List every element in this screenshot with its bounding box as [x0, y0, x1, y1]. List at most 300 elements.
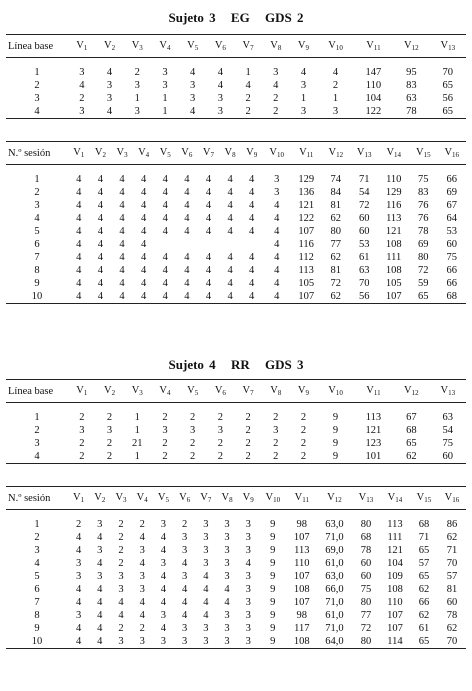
value-cell: 2 — [75, 519, 82, 530]
variable-header: $V_7$ — [234, 35, 262, 58]
value-cell: 2 — [332, 80, 339, 91]
table-row — [6, 424, 466, 437]
value-cell: 62 — [330, 213, 342, 224]
value-cell: 4 — [249, 278, 255, 289]
value-cell: 78 — [393, 105, 429, 119]
table-row — [6, 450, 466, 464]
table-row — [6, 557, 466, 570]
value-cell: 4 — [217, 80, 223, 91]
value-cell: 72 — [360, 623, 372, 634]
value-cell: 72 — [330, 278, 342, 289]
value-cell: 4 — [162, 252, 168, 263]
value-cell: 4 — [141, 200, 147, 211]
value-cell: 3 — [75, 571, 82, 582]
value-cell: 4 — [176, 290, 198, 304]
value-cell: 4 — [241, 290, 263, 304]
value-cell: 60 — [360, 558, 372, 569]
table-row — [6, 544, 466, 557]
row-number-cell: 7 — [34, 252, 40, 263]
row-number-cell: 10 — [6, 635, 68, 649]
value-cell: 3 — [245, 519, 251, 530]
value-cell: 4 — [274, 213, 280, 224]
value-cell: 64,0 — [317, 635, 352, 649]
value-cell: 62 — [393, 450, 429, 464]
value-cell: 3 — [97, 545, 103, 556]
value-cell: 2 — [139, 623, 145, 634]
value-cell: 3 — [79, 425, 85, 436]
value-cell: 107 — [293, 532, 310, 543]
value-cell: 1 — [134, 412, 140, 423]
value-cell: 2 — [234, 450, 262, 464]
value-cell: 3 — [118, 584, 124, 595]
value-cell: 4 — [141, 213, 147, 224]
value-cell: 2 — [106, 412, 113, 423]
value-cell: 112 — [298, 252, 314, 263]
value-cell: 81 — [446, 584, 458, 595]
value-cell: 4 — [75, 532, 82, 543]
value-cell: 2 — [300, 425, 307, 436]
value-cell: 9 — [270, 545, 276, 556]
variable-header: $V_4$ — [133, 142, 155, 165]
value-cell: 77 — [360, 610, 372, 621]
value-cell: 4 — [76, 174, 82, 185]
value-cell: 65 — [418, 571, 430, 582]
value-cell: 4 — [205, 187, 212, 198]
value-cell: 61,0 — [325, 610, 344, 621]
value-cell: 3 — [181, 532, 188, 543]
table-row — [6, 66, 466, 79]
value-cell: 71 — [418, 532, 430, 543]
variable-header: $V_{11}$ — [287, 487, 317, 510]
value-cell: 71 — [446, 545, 458, 556]
value-cell: 2 — [68, 450, 96, 464]
value-cell: 4 — [205, 213, 212, 224]
value-cell: 3 — [245, 610, 251, 621]
value-cell: 75 — [446, 252, 457, 263]
value-cell: 107 — [387, 610, 403, 621]
table-row — [6, 186, 466, 199]
value-cell: 3 — [245, 584, 251, 595]
value-cell: 70 — [442, 67, 454, 78]
value-cell: 4 — [75, 584, 82, 595]
value-cell: 2 — [181, 519, 188, 530]
value-cell: 2 — [207, 450, 235, 464]
variable-header: $V_8$ — [262, 380, 290, 403]
value-cell: 62 — [322, 290, 350, 304]
value-cell: 4 — [119, 200, 125, 211]
value-cell: 3 — [97, 571, 103, 582]
value-cell: 53 — [446, 226, 457, 237]
value-cell: 121 — [385, 226, 402, 237]
value-cell: 4 — [76, 200, 82, 211]
value-cell: 1 — [245, 67, 251, 78]
value-cell — [241, 238, 263, 251]
row-number-cell: 4 — [6, 450, 68, 464]
value-cell: 4 — [118, 597, 124, 608]
subject3-title-initials: EG — [230, 10, 250, 25]
value-cell: 113 — [365, 412, 382, 423]
value-cell: 9 — [270, 623, 276, 634]
value-cell: 68 — [406, 425, 417, 436]
value-cell: 107 — [293, 597, 310, 608]
row-number-cell: 2 — [34, 532, 40, 543]
header-row — [6, 142, 466, 165]
value-cell: 4 — [141, 187, 147, 198]
variable-header: $V_{15}$ — [410, 487, 438, 510]
value-cell: 105 — [298, 278, 315, 289]
value-cell: 4 — [162, 278, 168, 289]
value-cell: 4 — [76, 239, 82, 250]
value-cell: 53 — [358, 239, 370, 250]
value-cell: 9 — [270, 610, 276, 621]
value-cell: 4 — [68, 635, 89, 649]
value-cell: 4 — [97, 174, 104, 185]
variable-header: $V_3$ — [123, 35, 151, 58]
value-cell: 57 — [418, 558, 430, 569]
value-cell: 4 — [97, 623, 103, 634]
value-cell: 3 — [190, 93, 196, 104]
value-cell: 4 — [205, 226, 212, 237]
value-cell: 108 — [387, 584, 403, 595]
value-cell: 3 — [217, 93, 223, 104]
value-cell: 80 — [360, 597, 372, 608]
table-row — [6, 518, 466, 531]
row-number-cell: 5 — [34, 226, 40, 237]
value-cell: 4 — [249, 213, 255, 224]
value-cell: 107 — [291, 290, 322, 304]
value-cell: 4 — [119, 174, 125, 185]
value-cell: 4 — [154, 290, 176, 304]
value-cell: 4 — [224, 597, 230, 608]
value-cell: 4 — [97, 187, 104, 198]
value-cell: 104 — [365, 93, 382, 104]
table-row — [6, 411, 466, 424]
value-cell: 4 — [249, 174, 255, 185]
value-cell: 4 — [190, 67, 196, 78]
value-cell: 3 — [274, 174, 280, 185]
value-cell: 75 — [442, 438, 454, 449]
value-cell: 3 — [160, 519, 167, 530]
value-cell: 107 — [298, 226, 315, 237]
value-cell: 76 — [418, 213, 429, 224]
value-cell: 62 — [446, 623, 458, 634]
value-cell: 21 — [132, 438, 143, 449]
value-cell: 4 — [97, 226, 104, 237]
value-cell: 113 — [386, 213, 402, 224]
value-cell: 4 — [160, 584, 167, 595]
value-cell: 4 — [119, 213, 125, 224]
value-cell: 60 — [446, 239, 457, 250]
variable-header: $V_{10}$ — [259, 487, 287, 510]
value-cell: 110 — [294, 558, 310, 569]
value-cell: 4 — [181, 584, 188, 595]
value-cell: 2 — [245, 425, 251, 436]
value-cell: 4 — [139, 597, 145, 608]
value-cell: 3 — [203, 532, 209, 543]
value-cell: 2 — [217, 412, 223, 423]
value-cell: 4 — [133, 290, 155, 304]
value-cell: 74 — [330, 174, 342, 185]
table-row — [6, 251, 466, 264]
value-cell: 4 — [119, 226, 125, 237]
first-column-header: Línea base — [6, 35, 68, 58]
value-cell: 107 — [387, 623, 403, 634]
value-cell: 4 — [274, 252, 280, 263]
value-cell: 147 — [365, 67, 382, 78]
value-cell: 9 — [270, 558, 276, 569]
table-row — [6, 635, 466, 649]
value-cell: 122 — [298, 213, 315, 224]
value-cell: 60 — [430, 450, 466, 464]
value-cell: 111 — [386, 252, 402, 263]
value-cell: 121 — [387, 545, 403, 556]
value-cell: 3 — [118, 571, 124, 582]
value-cell: 95 — [406, 67, 417, 78]
row-number-cell: 3 — [34, 200, 40, 211]
value-cell: 4 — [162, 187, 168, 198]
value-cell: 65 — [406, 438, 417, 449]
row-number-cell: 10 — [6, 290, 68, 304]
value-cell: 4 — [162, 174, 168, 185]
variable-header: $V_4$ — [151, 380, 179, 403]
value-cell: 3 — [162, 80, 168, 91]
value-cell: 110 — [386, 174, 402, 185]
value-cell: 98 — [296, 610, 308, 621]
value-cell: 2 — [118, 519, 124, 530]
value-cell: 62 — [330, 252, 342, 263]
value-cell: 2 — [118, 532, 124, 543]
row-number-cell: 3 — [34, 438, 40, 449]
value-cell: 2 — [106, 438, 113, 449]
subject4-title-subject: Sujeto 4 — [168, 357, 216, 372]
variable-header: $V_{11}$ — [291, 142, 322, 165]
table-row — [6, 199, 466, 212]
value-cell: 3 — [224, 610, 230, 621]
value-cell: 4 — [97, 610, 103, 621]
value-cell: 3 — [79, 67, 85, 78]
variable-header: $V_{13}$ — [430, 35, 466, 58]
value-cell: 80 — [352, 635, 380, 649]
variable-header: $V_5$ — [153, 487, 174, 510]
value-cell: 9 — [270, 532, 276, 543]
value-cell: 4 — [205, 252, 212, 263]
value-cell — [154, 238, 176, 251]
value-cell: 4 — [79, 80, 85, 91]
variable-header: $V_8$ — [262, 35, 290, 58]
variable-header: $V_{13}$ — [352, 487, 380, 510]
value-cell: 3 — [317, 105, 353, 119]
value-cell: 67 — [446, 200, 457, 211]
row-number-cell: 1 — [34, 519, 40, 530]
value-cell: 108 — [287, 635, 317, 649]
value-cell: 4 — [227, 200, 233, 211]
value-cell: 3 — [273, 425, 279, 436]
row-number-cell: 3 — [34, 93, 40, 104]
value-cell: 9 — [317, 450, 353, 464]
value-cell: 2 — [79, 438, 85, 449]
value-cell: 4 — [184, 226, 190, 237]
variable-header: $V_{12}$ — [393, 380, 429, 403]
variable-header: $V_{13}$ — [350, 142, 378, 165]
value-cell: 2 — [79, 93, 85, 104]
value-cell: 3 — [106, 93, 113, 104]
value-cell: 4 — [217, 67, 223, 78]
value-cell — [219, 238, 241, 251]
variable-header: $V_3$ — [123, 380, 151, 403]
value-cell: 104 — [387, 558, 403, 569]
value-cell: 2 — [96, 450, 124, 464]
value-cell: 4 — [89, 635, 110, 649]
value-cell: 60 — [358, 226, 370, 237]
value-cell: 3 — [190, 80, 196, 91]
value-cell: 4 — [162, 213, 168, 224]
header-row — [6, 35, 466, 58]
variable-header: $V_8$ — [216, 487, 237, 510]
value-cell: 2 — [190, 438, 196, 449]
variable-header: $V_1$ — [68, 487, 89, 510]
value-cell: 3 — [181, 545, 188, 556]
value-cell: 2 — [190, 412, 196, 423]
value-cell: 2 — [262, 450, 290, 464]
table-row — [6, 622, 466, 635]
value-cell: 4 — [139, 610, 145, 621]
row-number-cell: 4 — [6, 105, 68, 119]
value-cell: 68 — [360, 532, 372, 543]
value-cell: 4 — [203, 610, 209, 621]
value-cell: 3 — [160, 610, 167, 621]
value-cell: 80 — [330, 226, 342, 237]
value-cell: 3 — [174, 635, 195, 649]
value-cell: 4 — [160, 532, 167, 543]
value-cell: 9 — [270, 519, 276, 530]
variable-header: $V_9$ — [238, 487, 259, 510]
value-cell: 59 — [418, 278, 429, 289]
value-cell: 3 — [274, 187, 280, 198]
value-cell: 4 — [273, 80, 279, 91]
value-cell: 9 — [259, 635, 287, 649]
value-cell: 61,0 — [325, 558, 344, 569]
value-cell: 116 — [386, 200, 402, 211]
value-cell: 84 — [330, 187, 342, 198]
value-cell: 4 — [141, 265, 147, 276]
value-cell: 4 — [118, 610, 124, 621]
value-cell: 1 — [134, 93, 140, 104]
value-cell: 113 — [387, 519, 403, 530]
value-cell: 4 — [205, 265, 212, 276]
table-row — [6, 105, 466, 119]
value-cell: 3 — [224, 545, 230, 556]
value-cell: 2 — [300, 412, 307, 423]
value-cell: 4 — [162, 226, 168, 237]
value-cell: 4 — [184, 265, 190, 276]
value-cell: 4 — [274, 226, 280, 237]
variable-header: $V_{10}$ — [262, 142, 290, 165]
value-cell: 4 — [249, 252, 255, 263]
value-cell: 67 — [406, 412, 417, 423]
value-cell: 62 — [446, 532, 458, 543]
value-cell: 4 — [68, 290, 90, 304]
value-cell: 3 — [203, 545, 209, 556]
value-cell: 3 — [75, 558, 82, 569]
value-cell: 4 — [119, 187, 125, 198]
row-number-cell: 9 — [34, 278, 40, 289]
value-cell: 108 — [385, 265, 402, 276]
value-cell: 4 — [249, 226, 255, 237]
value-cell: 65 — [430, 105, 466, 119]
value-cell: 4 — [75, 623, 82, 634]
value-cell: 4 — [205, 200, 212, 211]
value-cell: 75 — [360, 584, 372, 595]
row-number-cell: 1 — [34, 412, 40, 423]
value-cell: 3 — [139, 545, 145, 556]
value-cell: 3 — [224, 623, 230, 634]
first-column-header: N.º sesión — [6, 142, 68, 165]
value-cell: 2 — [273, 93, 279, 104]
row-number-cell: 2 — [34, 425, 40, 436]
variable-header: $V_9$ — [241, 142, 263, 165]
value-cell: 4 — [97, 558, 103, 569]
value-cell: 4 — [141, 278, 147, 289]
value-cell: 81 — [330, 200, 342, 211]
value-cell: 122 — [354, 105, 393, 119]
value-cell: 3 — [203, 558, 209, 569]
value-cell: 4 — [184, 174, 190, 185]
row-number-cell: 1 — [34, 67, 40, 78]
value-cell: 4 — [227, 213, 233, 224]
value-cell: 4 — [274, 200, 280, 211]
value-cell: 4 — [97, 532, 103, 543]
value-cell: 80 — [360, 519, 372, 530]
value-cell: 78 — [446, 610, 458, 621]
value-cell: 4 — [75, 597, 82, 608]
value-cell: 4 — [227, 174, 233, 185]
value-cell: 3 — [181, 623, 188, 634]
header-row — [6, 487, 466, 510]
row-number-cell: 4 — [34, 558, 40, 569]
table-row — [6, 238, 466, 251]
value-cell: 3 — [181, 571, 188, 582]
variable-header: $V_{10}$ — [317, 380, 353, 403]
variable-header: $V_1$ — [68, 35, 96, 58]
value-cell: 121 — [365, 425, 382, 436]
value-cell: 3 — [207, 105, 235, 119]
value-cell: 2 — [79, 412, 85, 423]
value-cell: 4 — [205, 278, 212, 289]
value-cell: 4 — [198, 290, 220, 304]
value-cell: 54 — [442, 425, 454, 436]
value-cell: 1 — [123, 450, 151, 464]
value-cell: 81 — [330, 265, 342, 276]
variable-header: $V_{14}$ — [378, 142, 409, 165]
value-cell: 2 — [300, 438, 307, 449]
subject4-title — [0, 357, 472, 373]
variable-header: $V_3$ — [110, 487, 131, 510]
value-cell: 3 — [203, 519, 209, 530]
value-cell: 4 — [76, 278, 82, 289]
value-cell: 3 — [162, 425, 168, 436]
value-cell: 80 — [418, 252, 429, 263]
variable-header: $V_{11}$ — [354, 380, 393, 403]
value-cell: 65 — [418, 545, 430, 556]
value-cell: 4 — [245, 80, 251, 91]
value-cell: 9 — [332, 438, 339, 449]
value-cell: 4 — [203, 584, 209, 595]
value-cell: 65 — [410, 635, 438, 649]
variable-header: $V_6$ — [207, 35, 235, 58]
value-cell: 3 — [273, 67, 279, 78]
variable-header: $V_7$ — [198, 142, 220, 165]
value-cell: 4 — [160, 597, 167, 608]
